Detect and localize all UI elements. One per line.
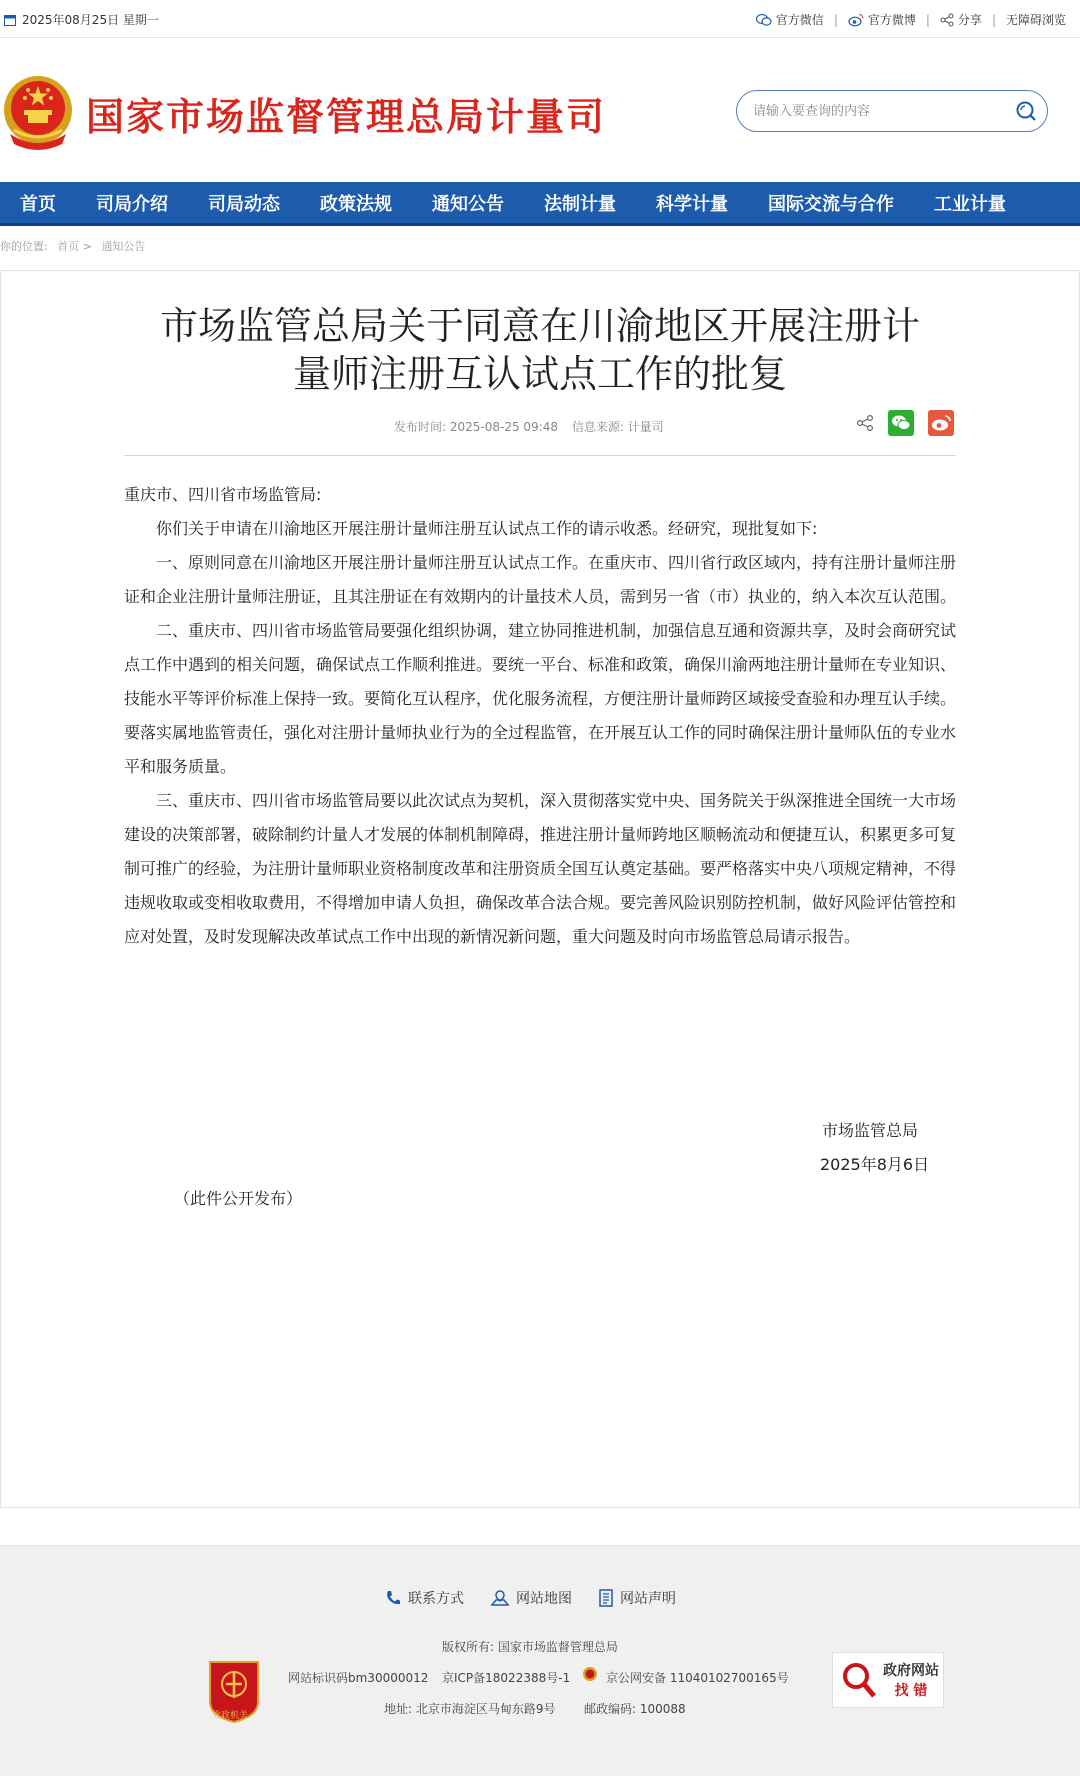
search-input[interactable]: [751, 103, 1015, 120]
official-weibo-link[interactable]: 官方微博: [848, 11, 916, 28]
postcode: 邮政编码: 100088: [584, 1702, 686, 1716]
footer-links: [384, 1588, 676, 1608]
article-title: 市场监管总局关于同意在川渝地区开展注册计 量师注册互认试点工作的批复: [159, 304, 920, 396]
map-pin-icon: [490, 1589, 510, 1607]
gov-badge-text: 政府网站 找 错: [883, 1663, 939, 1699]
calendar-icon: [4, 14, 16, 26]
site-header: [0, 38, 1080, 182]
publish-note: （此件公开发布）: [174, 1189, 303, 1208]
sitemap-link[interactable]: 网站地图: [490, 1588, 572, 1608]
info-source: 信息来源: 计量司: [571, 420, 664, 434]
site-title[interactable]: 国家市场监督管理总局计量司: [86, 94, 607, 139]
paragraph-3: 三、重庆市、四川省市场监管局要以此次试点为契机，深入贯彻落实党中央、国务院关于纵深推进全国统一大市场建设的决策部署，破除制约计量人才发展的体制机制障碍，推进注册计量师跨地区顺畅流动和便捷互认，积累更多可复制可推广的经验，为注册计量师职业资格制度改革和注册资质全国互认奠定基础。要严格落实中央八项规定精神，不得违规收取或变相收取费用，不得增加申请人负担，确保改革合法合规。要完善风险识别防控机制，做好风险评估管控和应对处置，及时发现解决改革试点工作中出现的新情况新问题，重大问题及时向市场监管总局请示报告。: [124, 791, 957, 946]
national-emblem-icon: [2, 74, 74, 150]
search-icon[interactable]: [1015, 100, 1037, 122]
breadcrumb-home[interactable]: 首页 >: [57, 240, 92, 253]
paragraph-2: 二、重庆市、四川省市场监管局要强化组织协调，建立协同推进机制，加强信息互通和资源共享，及时会商研究试点工作中遇到的相关问题，确保试点工作顺利推进。要统一平台、标准和政策，确保川渝两地注册计量师在专业知识、技能水平等评价标准上保持一致。要简化互认程序，优化服务流程，方便注册计量师跨区域接受查验和办理互认手续。要落实属地监管责任，强化对注册计量师执业行为的全过程监管，在开展互认工作的同时确保注册计量师队伍的专业水平和服务质量。: [124, 621, 957, 776]
article-body: [124, 478, 956, 954]
party-badge-text: 党政机关: [212, 1711, 249, 1721]
nav-item-policy[interactable]: 政策法规: [320, 193, 392, 215]
phone-icon: [384, 1589, 402, 1607]
nav-item-industry-metrology[interactable]: 工业计量: [934, 193, 1006, 215]
sign-date: 2025年8月6日: [820, 1155, 930, 1174]
nav-item-international[interactable]: 国际交流与合作: [768, 193, 894, 215]
magnifier-icon: [841, 1660, 877, 1700]
date-display: [4, 11, 159, 28]
top-bar: [0, 0, 1080, 38]
document-icon: [598, 1589, 614, 1607]
statement-link[interactable]: 网站声明: [598, 1588, 676, 1608]
icp-link[interactable]: 京ICP备18022388号-1: [442, 1671, 571, 1685]
contact-link[interactable]: 联系方式: [384, 1588, 464, 1608]
share-buttons: [856, 410, 954, 436]
share-icon: [940, 13, 954, 27]
weibo-share-icon[interactable]: [928, 410, 954, 436]
share-link[interactable]: 分享: [940, 11, 982, 28]
search-box: [736, 90, 1048, 132]
publish-time: 发布时间: 2025-08-25 09:48: [394, 420, 558, 434]
nav-item-news[interactable]: 司局动态: [208, 193, 280, 215]
nav-item-notice[interactable]: 通知公告: [432, 193, 504, 215]
breadcrumb-label: 你的位置:: [0, 240, 48, 253]
date-text: 2025年08月25日 星期一: [22, 13, 159, 27]
footer: [0, 1545, 1080, 1776]
wechat-icon: [756, 13, 772, 27]
gov-website-error-report[interactable]: [832, 1652, 944, 1708]
top-links: 官方微信 | 官方微博 | 分享 | 无障碍浏览: [756, 11, 1066, 28]
official-wechat-link[interactable]: 官方微信: [756, 11, 824, 28]
accessible-browse-link[interactable]: 无障碍浏览: [1005, 13, 1066, 27]
breadcrumb: [0, 238, 151, 254]
nav-item-home[interactable]: 首页: [20, 193, 56, 215]
share-icon[interactable]: [856, 414, 874, 432]
copyright: 版权所有: 国家市场监督管理总局: [442, 1640, 618, 1654]
paragraph-1: 一、原则同意在川渝地区开展注册计量师注册互认试点工作。在重庆市、四川省行政区域内，持有注册计量师注册证和企业注册计量师注册证，且其注册证在有效期内的计量技术人员，需到另一省（市）执业的，纳入本次互认范围。: [124, 553, 957, 606]
address: 地址: 北京市海淀区马甸东路9号: [384, 1702, 556, 1716]
nav-item-legal-metrology[interactable]: 法制计量: [544, 193, 616, 215]
wechat-share-icon[interactable]: [888, 410, 914, 436]
title-divider: [124, 455, 956, 456]
breadcrumb-current[interactable]: 通知公告: [101, 240, 146, 253]
police-record-link[interactable]: 京公网安备 11040102700165号: [606, 1671, 789, 1685]
main-nav: [0, 182, 1080, 226]
weibo-icon: [848, 13, 864, 27]
nav-item-intro[interactable]: 司局介绍: [96, 193, 168, 215]
site-id: 网站标识码bm30000012: [288, 1671, 429, 1685]
signer: 市场监管总局: [822, 1121, 919, 1140]
salutation: 重庆市、四川省市场监管局:: [124, 485, 322, 504]
nav-item-science-metrology[interactable]: 科学计量: [656, 193, 728, 215]
paragraph-intro: 你们关于申请在川渝地区开展注册计量师注册互认试点工作的请示收悉。经研究，现批复如下:: [156, 519, 818, 538]
article-meta: [394, 418, 674, 435]
police-emblem-icon: [582, 1666, 598, 1682]
